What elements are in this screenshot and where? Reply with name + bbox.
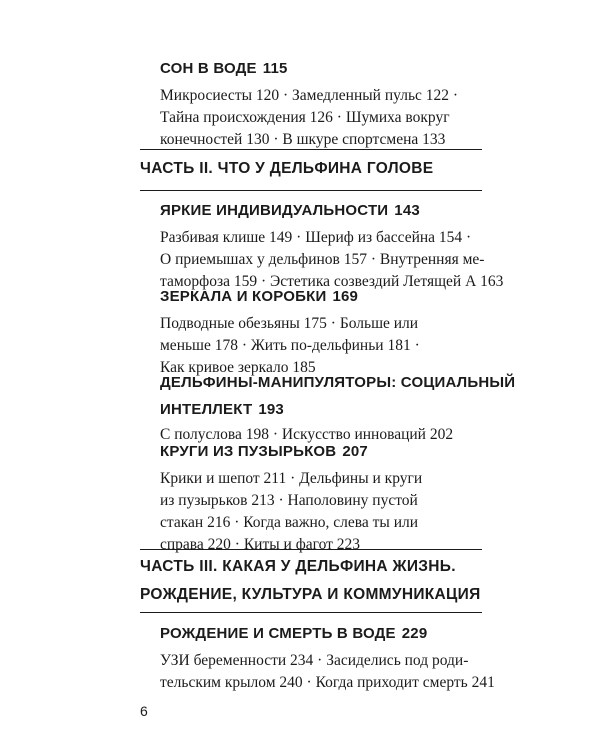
section-heading <box>160 60 490 77</box>
section-page: 207 <box>342 443 368 460</box>
entry-line: меньше 178 · Жить по-дельфиньи 181 · <box>160 337 420 354</box>
part-rule-top <box>140 149 482 150</box>
entry-line: справа 220 · Киты и фагот 223 <box>160 536 361 553</box>
section-title: ИНТЕЛЛЕКТ <box>160 401 253 418</box>
toc-section-birth-death <box>160 625 495 694</box>
toc-section-individuals <box>160 202 504 293</box>
section-entries <box>160 468 490 556</box>
section-page: 143 <box>394 202 420 219</box>
section-title: СОН В ВОДЕ <box>160 60 257 77</box>
entry-line: Разбивая клише 149 · Шериф из бассейна 154 · <box>160 229 472 246</box>
entry-line: Крики и шепот 211 · Дельфины и круги <box>160 470 423 487</box>
toc-section-bubbles <box>160 443 490 556</box>
section-entries <box>160 650 495 694</box>
section-title: ЯРКИЕ ИНДИВИДУАЛЬНОСТИ <box>160 202 389 219</box>
section-title: ЗЕРКАЛА И КОРОБКИ <box>160 288 327 305</box>
toc-section-mirrors <box>160 288 490 379</box>
section-heading <box>160 374 516 418</box>
section-page: 115 <box>262 60 288 77</box>
entry-line: тельским крылом 240 · Когда приходит смерть 241 <box>160 674 495 691</box>
section-heading <box>160 625 490 642</box>
entry-line: Подводные обезьяны 175 · Больше или <box>160 315 419 332</box>
part-heading-2 <box>140 160 482 186</box>
entry-line: Микросиесты 120 · Замедленный пульс 122 · <box>160 87 459 104</box>
section-title: ДЕЛЬФИНЫ-МАНИПУЛЯТОРЫ: СОЦИАЛЬНЫЙ <box>160 374 516 391</box>
section-title: КРУГИ ИЗ ПУЗЫРЬКОВ <box>160 443 337 460</box>
section-page: 169 <box>332 288 359 305</box>
section-heading <box>160 202 490 219</box>
part-title-line: ЧАСТЬ III. КАКАЯ У ДЕЛЬФИНА ЖИЗНЬ. <box>140 558 456 575</box>
entry-line: стакан 216 · Когда важно, слева ты или <box>160 514 419 531</box>
part-heading-3 <box>140 558 482 612</box>
entry-line: О приемышах у дельфинов 157 · Внутренняя ме- <box>160 251 485 268</box>
toc-section-manipulators <box>160 374 516 446</box>
toc-section-sleep <box>160 60 490 151</box>
section-heading <box>160 288 490 305</box>
part-title-line: ЧАСТЬ II. ЧТО У ДЕЛЬФИНА ГОЛОВЕ <box>140 160 434 177</box>
section-title: РОЖДЕНИЕ И СМЕРТЬ В ВОДЕ <box>160 625 396 642</box>
section-page: 229 <box>401 625 428 642</box>
section-entries <box>160 227 504 293</box>
entry-line: С полуслова 198 · Искусство инноваций 202 <box>160 426 454 443</box>
entry-line: Тайна происхождения 126 · Шумиха вокруг <box>160 109 450 126</box>
page-number: 6 <box>140 703 148 719</box>
part-title-line: РОЖДЕНИЕ, КУЛЬТУРА И КОММУНИКАЦИЯ <box>140 586 481 603</box>
entry-line: Как кривое зеркало 185 <box>160 359 316 376</box>
part-rule-bottom <box>140 190 482 191</box>
section-heading <box>160 443 490 460</box>
entry-line: из пузырьков 213 · Наполовину пустой <box>160 492 418 509</box>
section-page: 193 <box>258 401 284 418</box>
part-rule-top <box>140 549 482 550</box>
entry-line: конечностей 130 · В шкуре спортсмена 133 <box>160 131 446 148</box>
entry-line: таморфоза 159 · Эстетика созвездий Летящей А 163 <box>160 273 504 290</box>
part-rule-bottom <box>140 612 482 613</box>
section-entries <box>160 85 490 151</box>
section-entries <box>160 313 490 379</box>
entry-line: УЗИ беременности 234 · Засиделись под роди- <box>160 652 469 669</box>
